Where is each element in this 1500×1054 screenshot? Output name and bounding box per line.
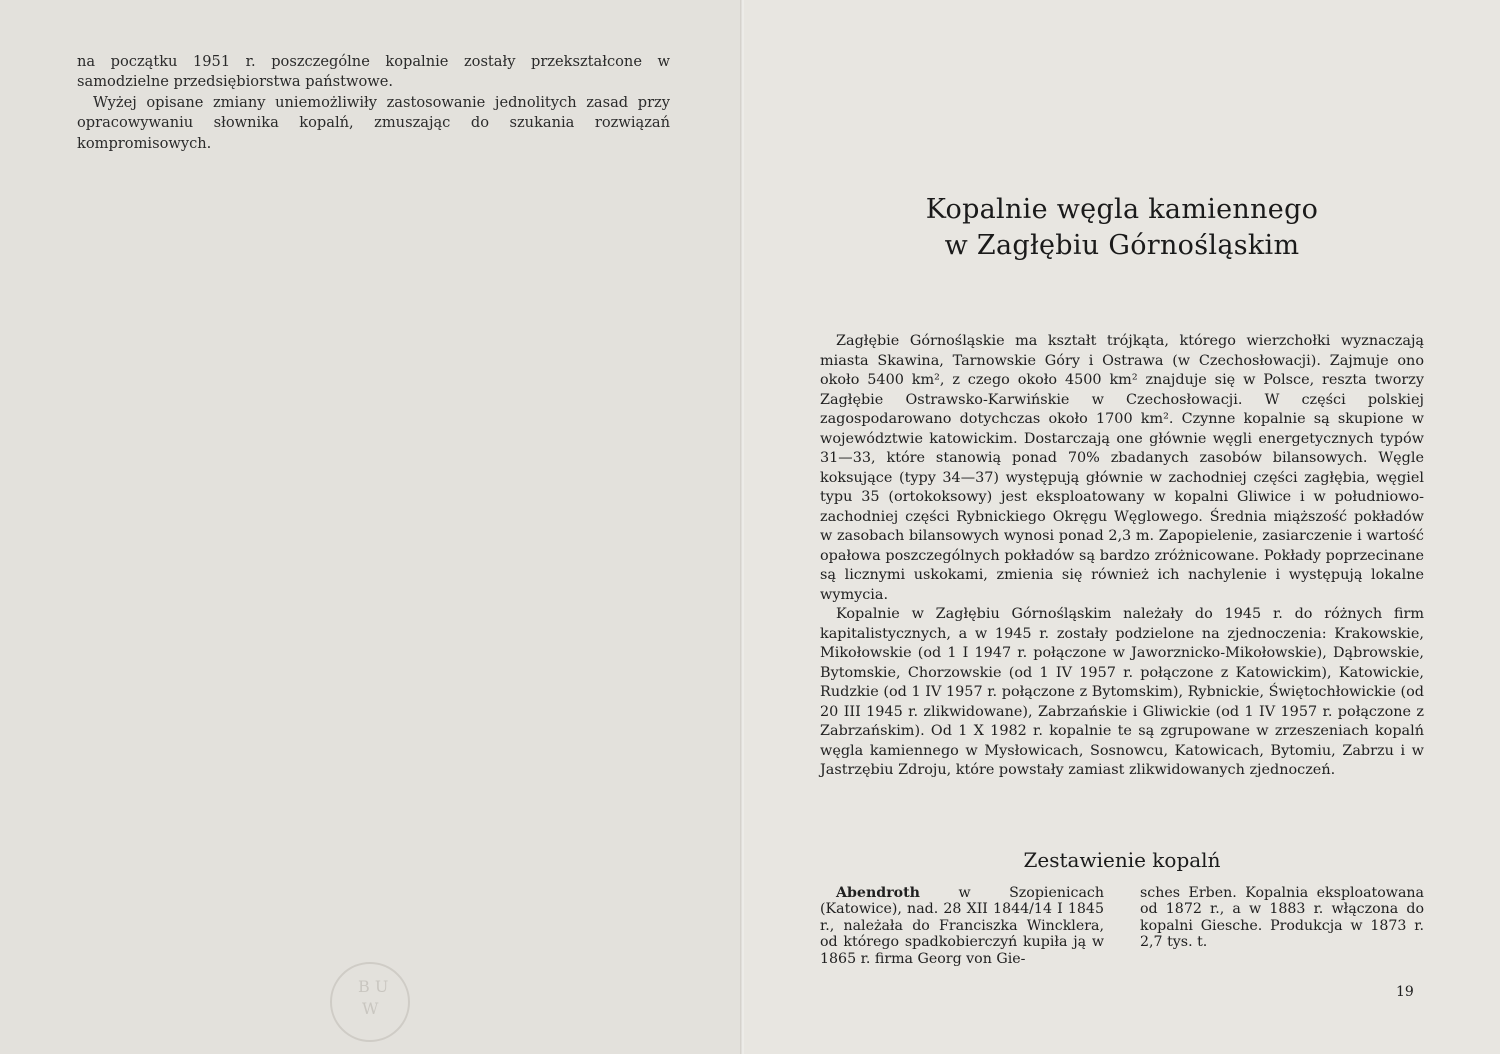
section-title: Zestawienie kopalń — [1023, 848, 1221, 872]
entry-column-right — [1140, 885, 1424, 967]
entry-columns — [820, 885, 1424, 967]
left-page-text — [77, 52, 670, 154]
stamp-mark-icon — [340, 972, 400, 1022]
entry-text-part-2: sches Erben. Kopalnia eksploatowana od 1872 r., a w 1883 r. włączona do kopalni Giesche. Produkcja w 1873 r. 2,7 tys. t. — [1140, 885, 1424, 951]
left-page — [0, 0, 742, 1054]
page-number: 19 — [1396, 984, 1414, 1000]
svg-text:W: W — [362, 999, 379, 1018]
entry-abendroth — [820, 885, 1104, 967]
entry-name: Abendroth — [836, 885, 920, 901]
chapter-title-line-2: w Zagłębiu Górnośląskim — [944, 230, 1300, 261]
entry-text-part-1: w Szopienicach (Katowice), nad. 28 XII 1844/14 I 1845 r., należała do Franciszka Wincklera, od którego spadkobierczyń kupiła ją w 1865 r. firma Georg von Gie- — [820, 885, 1104, 967]
chapter-title — [820, 192, 1424, 264]
svg-text:B U: B U — [358, 977, 389, 996]
chapter-body — [820, 332, 1424, 781]
entry-column-left — [820, 885, 1104, 967]
left-paragraph-2: Wyżej opisane zmiany uniemożliwiły zastosowanie jednolitych zasad przy opracowywaniu słownika kopalń, zmuszając do szukania rozwiązań kompromisowych. — [77, 93, 670, 152]
body-paragraph-1: Zagłębie Górnośląskie ma kształt trójkąta, którego wierzchołki wyznaczają miasta Skawina, Tarnowskie Góry i Ostrawa (w Czechosłowacji). Zajmuje ono około 5400 km², z czego około 4500 km² znajduje się w Polsce, reszta tworzy Zagłębie Ostrawsko-Karwińskie w Czechosłowacji. W części polskiej zagospodarowano dotychczas około 1700 km². Czynne kopalnie są skupione w województwie katowickim. Dostarczają one głównie węgli energetycznych typów 31—33, które stanowią ponad 70% zbadanych zasobów bilansowych. Węgle koksujące (typy 34—37) występują głównie w zachodniej części zagłębia, węgiel typu 35 (ortokoksowy) jest eksploatowany w kopalni Gliwice i w południowo-zachodniej części Rybnickiego Okręgu Węglowego. Średnia miąższość pokładów w zasobach bilansowych wynosi ponad 2,3 m. Zapopielenie, zasiarczenie i wartość opałowa poszczególnych pokładów są bardzo zróżnicowane. Pokłady poprzecinane są licznymi uskokami, zmienia się również ich nachylenie i występują lokalne wymycia. — [820, 333, 1424, 603]
library-stamp — [330, 962, 410, 1042]
left-paragraph-1: na początku 1951 r. poszczególne kopalnie zostały przekształcone w samodzielne przedsiębiorstwa państwowe. — [77, 53, 670, 91]
body-paragraph-2: Kopalnie w Zagłębiu Górnośląskim należały do 1945 r. do różnych firm kapitalistycznych, a w 1945 r. zostały podzielone na zjednoczenia: Krakowskie, Mikołowskie (od 1 I 1947 r. połączone w Jaworznicko-Mikołowskie), Dąbrowskie, Bytomskie, Chorzowskie (od 1 IV 1957 r. połączone z Katowickim), Katowickie, Rudzkie (od 1 IV 1957 r. połączone z Bytomskim), Rybnickie, Świętochłowickie (od 20 III 1945 r. zlikwidowane), Zabrzańskie i Gliwickie (od 1 IV 1957 r. połączone z Zabrzańskim). Od 1 X 1982 r. kopalnie te są zgrupowane w zrzeszeniach kopalń węgla kamiennego w Mysłowicach, Sosnowcu, Katowicach, Bytomiu, Zabrzu i w Jastrzębiu Zdroju, które powstały zamiast zlikwidowanych zjednoczeń. — [820, 606, 1424, 778]
chapter-title-line-1: Kopalnie węgla kamiennego — [925, 194, 1319, 225]
